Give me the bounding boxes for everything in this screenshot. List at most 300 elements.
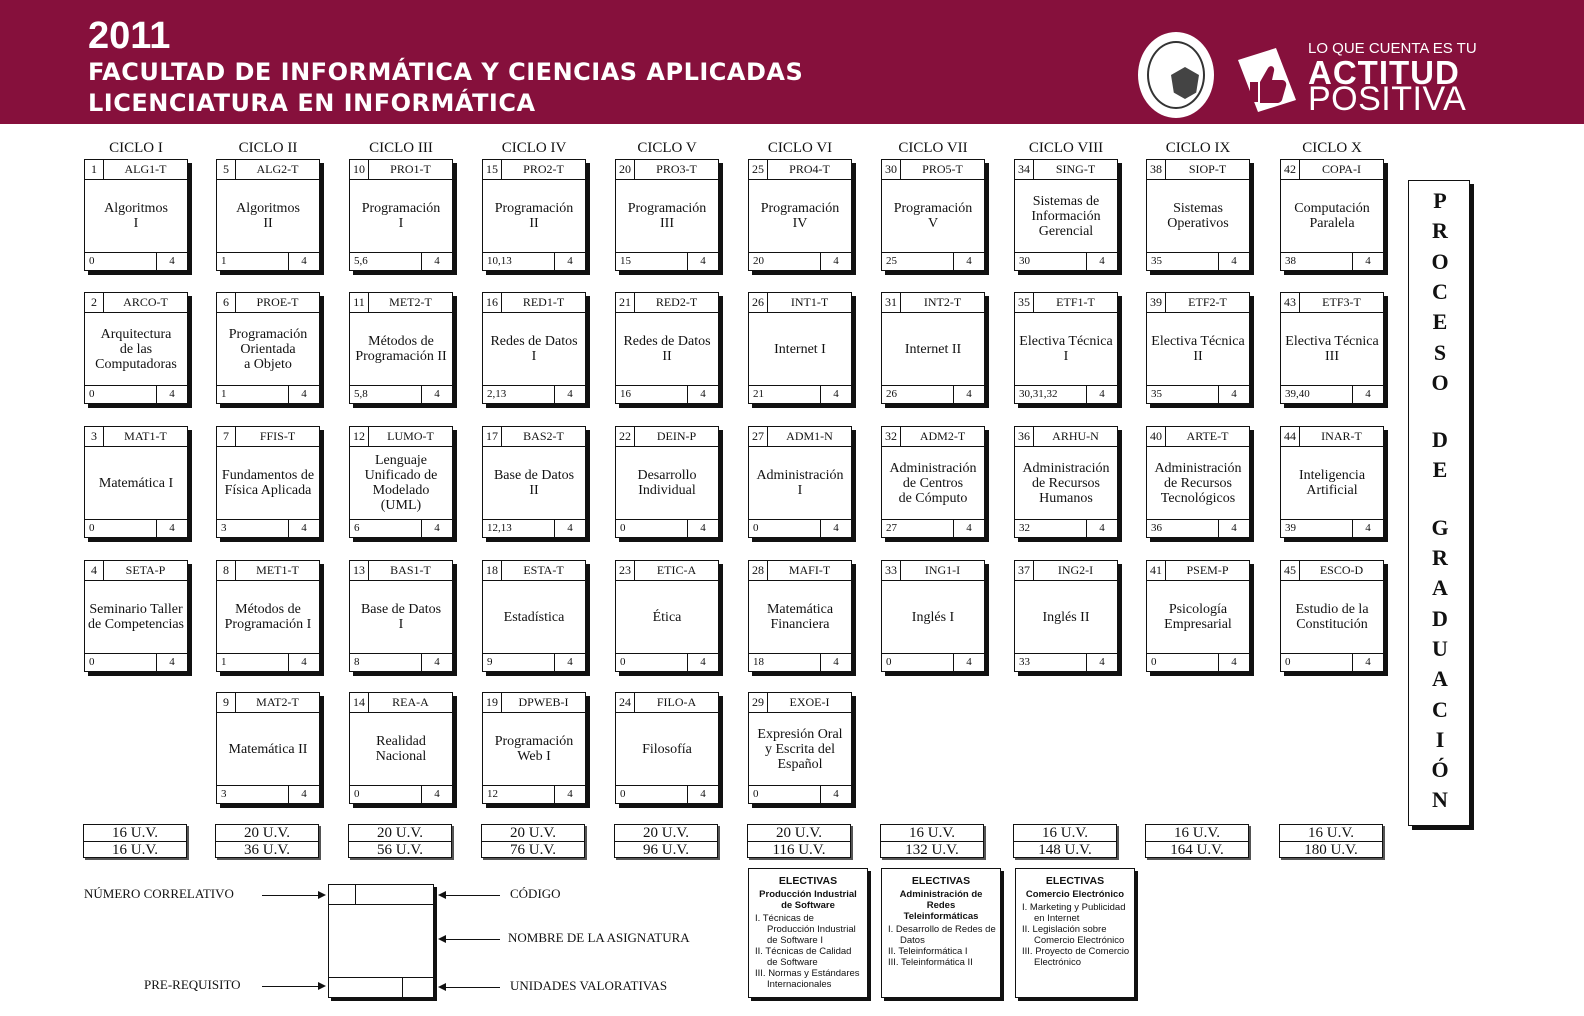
course-header <box>85 427 187 447</box>
course-card <box>216 159 320 271</box>
course-footer <box>217 385 319 403</box>
course-code: PRO3-T <box>656 162 697 176</box>
course-number: 16 <box>483 293 502 312</box>
course-footer <box>1281 653 1383 671</box>
elective-item: III. Proyecto de Comercio Electrónico <box>1022 946 1130 968</box>
cycle-label: CICLO V <box>637 140 697 156</box>
cumulative-units: 180 U.V. <box>1304 842 1358 858</box>
cycle-label: CICLO IV <box>501 140 567 156</box>
course-code: RED1-T <box>522 295 565 309</box>
course-name: Sistemas de Información Gerencial <box>1031 193 1101 239</box>
course-units: 4 <box>1086 654 1117 671</box>
course-units: 4 <box>554 654 585 671</box>
course-code: EXOE-I <box>789 695 830 709</box>
cycle-label: CICLO VI <box>767 140 833 156</box>
course-units: 4 <box>421 386 452 403</box>
course-footer <box>882 653 984 671</box>
course-prerequisite: 12 <box>487 788 498 800</box>
course-footer <box>1147 385 1249 403</box>
course-name: Electiva Técnica II <box>1151 334 1245 364</box>
graduation-letter: U <box>1432 635 1448 661</box>
cumulative-units: 16 U.V. <box>112 842 158 858</box>
course-code: PRO2-T <box>523 162 564 176</box>
course-header <box>1147 561 1249 581</box>
course-name: Algoritmos I <box>104 201 168 231</box>
cycle-units: 20 U.V. <box>216 825 318 842</box>
course-code: PROE-T <box>256 295 299 309</box>
course-footer <box>1015 252 1117 270</box>
cycle-units-total <box>880 824 984 858</box>
graduation-letter: D <box>1432 427 1448 453</box>
course-code: MET2-T <box>389 295 432 309</box>
course-prerequisite: 21 <box>753 388 764 400</box>
legend-arrow <box>440 939 500 940</box>
cycle-units-total <box>481 824 585 858</box>
course-name: Electiva Técnica III <box>1285 334 1379 364</box>
course-footer <box>882 519 984 537</box>
course-code: FILO-A <box>656 695 697 709</box>
course-code: ESCO-D <box>1319 563 1364 577</box>
legend-unidades-label: UNIDADES VALORATIVAS <box>510 978 668 993</box>
course-header <box>483 427 585 447</box>
course-units: 4 <box>554 786 585 803</box>
course-code: SETA-P <box>125 563 166 577</box>
course-name: Métodos de Programación II <box>355 334 447 364</box>
cycle-units: 16 U.V. <box>1014 825 1116 842</box>
cycle-units-total <box>1145 824 1249 858</box>
cumulative-units: 132 U.V. <box>905 842 959 858</box>
course-code: ALG2-T <box>256 162 299 176</box>
elective-box <box>1015 868 1135 998</box>
course-footer <box>749 252 851 270</box>
slogan-actitud: ACTITUD <box>1308 54 1460 91</box>
course-prerequisite: 20 <box>753 255 764 267</box>
course-number: 18 <box>483 561 502 580</box>
course-code: ETF1-T <box>1056 295 1095 309</box>
course-name: Psicología Empresarial <box>1164 602 1232 632</box>
course-units: 4 <box>1086 520 1117 537</box>
course-prerequisite: 30,31,32 <box>1019 388 1058 400</box>
course-number: 21 <box>616 293 635 312</box>
course-header <box>882 427 984 447</box>
course-prerequisite: 39,40 <box>1285 388 1310 400</box>
course-header <box>749 160 851 180</box>
course-footer <box>483 653 585 671</box>
course-units: 4 <box>1218 520 1249 537</box>
course-footer <box>616 385 718 403</box>
course-header <box>350 561 452 581</box>
course-footer <box>749 385 851 403</box>
course-units: 4 <box>820 253 851 270</box>
course-name: Algoritmos II <box>236 201 300 231</box>
cycle-label: CICLO II <box>238 140 298 156</box>
course-number: 26 <box>749 293 768 312</box>
course-header <box>350 160 452 180</box>
course-units: 4 <box>554 386 585 403</box>
course-name: Administración de Recursos Humanos <box>1022 460 1110 506</box>
course-prerequisite: 10,13 <box>487 255 512 267</box>
course-prerequisite: 0 <box>1151 656 1157 668</box>
course-name: Estudio de la Constitución <box>1295 602 1369 632</box>
elective-item: II. Legislación sobre Comercio Electrónico <box>1022 924 1125 946</box>
course-number: 5 <box>217 160 236 179</box>
course-number: 23 <box>616 561 635 580</box>
course-number: 25 <box>749 160 768 179</box>
course-footer <box>1147 252 1249 270</box>
course-card <box>881 426 985 538</box>
course-number: 17 <box>483 427 502 446</box>
course-number: 24 <box>616 693 635 712</box>
thumbs-up-icon <box>1232 42 1302 118</box>
slogan-top: LO QUE CUENTA ES TU <box>1308 40 1477 57</box>
course-number: 15 <box>483 160 502 179</box>
course-code: MET1-T <box>256 563 299 577</box>
course-header <box>616 427 718 447</box>
course-units: 4 <box>156 386 187 403</box>
course-header <box>1281 160 1383 180</box>
course-name: Inglés II <box>1042 609 1090 625</box>
course-prerequisite: 0 <box>89 388 95 400</box>
graduation-letter: R <box>1432 545 1448 570</box>
course-header <box>217 293 319 313</box>
course-footer <box>616 252 718 270</box>
course-prerequisite: 35 <box>1151 255 1162 267</box>
course-name: Programación Orientada a Objeto <box>228 326 308 372</box>
course-units: 4 <box>1218 253 1249 270</box>
course-units: 4 <box>156 520 187 537</box>
course-prerequisite: 5,8 <box>354 388 368 400</box>
course-units: 4 <box>1352 386 1383 403</box>
course-units: 4 <box>687 253 718 270</box>
course-footer <box>350 252 452 270</box>
course-card <box>216 426 320 538</box>
course-code: BAS2-T <box>523 429 564 443</box>
course-number: 8 <box>217 561 236 580</box>
course-code: MAT1-T <box>124 429 167 443</box>
course-number: 19 <box>483 693 502 712</box>
course-name: Filosofía <box>642 741 692 757</box>
elective-subtitle: Administración de Redes Teleinformáticas <box>899 889 983 922</box>
course-header <box>882 160 984 180</box>
course-footer <box>483 385 585 403</box>
course-prerequisite: 3 <box>221 788 227 800</box>
course-units: 4 <box>288 386 319 403</box>
course-card <box>482 692 586 804</box>
course-number: 4 <box>85 561 104 580</box>
course-header <box>217 561 319 581</box>
cumulative-units: 76 U.V. <box>510 842 556 858</box>
course-number: 44 <box>1281 427 1300 446</box>
elective-subtitle: Comercio Electrónico <box>1025 889 1125 900</box>
course-footer <box>749 519 851 537</box>
course-footer <box>1015 385 1117 403</box>
course-units: 4 <box>1352 654 1383 671</box>
course-prerequisite: 30 <box>1019 255 1030 267</box>
course-card <box>1014 560 1118 672</box>
course-card <box>1280 292 1384 404</box>
course-prerequisite: 16 <box>620 388 631 400</box>
cycle-units: 16 U.V. <box>1146 825 1248 842</box>
course-number: 12 <box>350 427 369 446</box>
elective-item: I. Técnicas de Producción Industrial de Software I <box>755 913 856 946</box>
slogan-positiva: POSITIVA <box>1308 80 1467 118</box>
cycle-units-total <box>1013 824 1117 858</box>
course-units: 4 <box>288 786 319 803</box>
course-code: LUMO-T <box>387 429 434 443</box>
graduation-letter: O <box>1431 248 1449 274</box>
cycle-label: CICLO VIII <box>1028 140 1104 156</box>
course-card <box>748 159 852 271</box>
course-code: ALG1-T <box>124 162 167 176</box>
course-number: 20 <box>616 160 635 179</box>
legend-prerequisito-label: PRE-REQUISITO <box>144 977 241 992</box>
course-prerequisite: 1 <box>221 255 227 267</box>
course-card <box>1146 426 1250 538</box>
course-number: 10 <box>350 160 369 179</box>
course-prerequisite: 36 <box>1151 522 1162 534</box>
course-name: Expresión Oral y Escrita del Español <box>757 726 843 772</box>
course-prerequisite: 3 <box>221 522 227 534</box>
course-number: 28 <box>749 561 768 580</box>
course-number: 30 <box>882 160 901 179</box>
course-number: 41 <box>1147 561 1166 580</box>
course-prerequisite: 39 <box>1285 522 1296 534</box>
course-name: Ética <box>652 609 682 625</box>
elective-item: III. Teleinformática II <box>888 957 973 968</box>
course-units: 4 <box>554 520 585 537</box>
course-card <box>1146 292 1250 404</box>
course-header <box>350 427 452 447</box>
course-code: FFIS-T <box>259 429 296 443</box>
course-header <box>85 293 187 313</box>
legend-arrow <box>262 986 324 987</box>
course-card <box>881 560 985 672</box>
elective-subtitle: Producción Industrial de Software <box>759 889 857 911</box>
course-prerequisite: 35 <box>1151 388 1162 400</box>
course-card <box>84 159 188 271</box>
course-number: 31 <box>882 293 901 312</box>
cumulative-units: 56 U.V. <box>377 842 423 858</box>
course-units: 4 <box>1218 386 1249 403</box>
course-number: 11 <box>350 293 369 312</box>
legend-nombre-label: NOMBRE DE LA ASIGNATURA <box>508 930 690 945</box>
course-code: COPA-I <box>1322 162 1361 176</box>
course-code: MAFI-T <box>788 563 831 577</box>
course-name: Internet II <box>904 341 962 357</box>
course-name: Base de Datos I <box>360 602 442 632</box>
faculty-title: FACULTAD DE INFORMÁTICA Y CIENCIAS APLICADAS <box>88 58 804 86</box>
course-card <box>748 560 852 672</box>
course-units: 4 <box>687 520 718 537</box>
course-card <box>615 426 719 538</box>
course-card <box>84 560 188 672</box>
course-footer <box>616 519 718 537</box>
course-header <box>85 160 187 180</box>
course-units: 4 <box>1086 386 1117 403</box>
course-footer <box>85 653 187 671</box>
course-code: ARCO-T <box>123 295 168 309</box>
course-number: 7 <box>217 427 236 446</box>
graduation-letter: E <box>1432 457 1448 483</box>
course-prerequisite: 0 <box>354 788 360 800</box>
course-header <box>749 561 851 581</box>
cumulative-units: 116 U.V. <box>772 842 826 858</box>
course-number: 45 <box>1281 561 1300 580</box>
course-name: Administración I <box>756 468 844 498</box>
course-name: Desarrollo Individual <box>637 468 697 498</box>
course-prerequisite: 27 <box>886 522 897 534</box>
cycle-units: 20 U.V. <box>615 825 717 842</box>
course-card <box>216 560 320 672</box>
course-header <box>616 693 718 713</box>
course-code: SING-T <box>1055 162 1096 176</box>
course-number: 39 <box>1147 293 1166 312</box>
course-name: Electiva Técnica I <box>1019 334 1113 364</box>
cumulative-units: 96 U.V. <box>643 842 689 858</box>
graduation-letter: R <box>1432 218 1448 244</box>
course-units: 4 <box>1352 253 1383 270</box>
cycle-units: 16 U.V. <box>84 825 186 842</box>
course-prerequisite: 9 <box>487 656 493 668</box>
course-code: INAR-T <box>1321 429 1362 443</box>
cycle-units-total <box>215 824 319 858</box>
legend-course-box <box>328 884 434 998</box>
elective-title: ELECTIVAS <box>1045 875 1105 887</box>
course-card <box>1280 426 1384 538</box>
graduation-letter: G <box>1431 514 1449 540</box>
course-card <box>84 426 188 538</box>
course-name: Matemática Financiera <box>766 602 834 632</box>
course-footer <box>483 252 585 270</box>
course-card <box>84 292 188 404</box>
course-header <box>616 160 718 180</box>
course-units: 4 <box>953 654 984 671</box>
graduation-letter: S <box>1433 339 1447 365</box>
graduation-letter: C <box>1432 278 1448 304</box>
course-prerequisite: 6 <box>354 522 360 534</box>
course-code: PRO1-T <box>390 162 431 176</box>
course-card <box>482 159 586 271</box>
course-code: DPWEB-I <box>518 695 569 709</box>
course-code: ETF2-T <box>1188 295 1227 309</box>
course-footer <box>882 252 984 270</box>
cumulative-units: 148 U.V. <box>1038 842 1092 858</box>
course-card <box>349 692 453 804</box>
course-card <box>1014 426 1118 538</box>
course-header <box>616 293 718 313</box>
course-footer <box>483 519 585 537</box>
course-number: 13 <box>350 561 369 580</box>
course-name: Inglés I <box>911 609 955 625</box>
course-name: Computación Paralela <box>1294 201 1370 231</box>
course-number: 32 <box>882 427 901 446</box>
graduation-letter: P <box>1433 188 1447 213</box>
course-name: Internet I <box>774 341 826 357</box>
course-name: Administración de Recursos Tecnológicos <box>1154 460 1242 506</box>
course-prerequisite: 33 <box>1019 656 1030 668</box>
course-units: 4 <box>421 654 452 671</box>
course-card <box>1280 560 1384 672</box>
course-prerequisite: 0 <box>89 656 95 668</box>
course-number: 40 <box>1147 427 1166 446</box>
graduation-letter: C <box>1432 696 1448 722</box>
course-number: 3 <box>85 427 104 446</box>
course-footer <box>350 385 452 403</box>
course-card <box>349 560 453 672</box>
course-code: DEIN-P <box>656 429 697 443</box>
elective-box <box>881 868 1001 998</box>
course-header <box>616 561 718 581</box>
cycle-units: 20 U.V. <box>349 825 451 842</box>
course-prerequisite: 38 <box>1285 255 1296 267</box>
course-name: Sistemas Operativos <box>1167 201 1229 231</box>
course-prerequisite: 32 <box>1019 522 1030 534</box>
graduation-letter: Ó <box>1431 757 1449 783</box>
course-header <box>483 293 585 313</box>
course-footer <box>85 519 187 537</box>
course-name: Fundamentos de Física Aplicada <box>221 468 315 498</box>
course-name: Estadística <box>503 609 565 625</box>
course-number: 27 <box>749 427 768 446</box>
course-card <box>216 692 320 804</box>
cumulative-units: 36 U.V. <box>244 842 290 858</box>
cycle-units: 20 U.V. <box>482 825 584 842</box>
course-footer <box>85 252 187 270</box>
elective-item: III. Normas y Estándares Internacionales <box>755 968 860 990</box>
course-footer <box>217 653 319 671</box>
course-code: ADM2-T <box>919 429 966 443</box>
course-code: PSEM-P <box>1186 563 1229 577</box>
elective-item: II. Técnicas de Calidad de Software <box>755 946 852 968</box>
course-header <box>749 693 851 713</box>
degree-title: LICENCIATURA EN INFORMÁTICA <box>88 89 536 117</box>
course-units: 4 <box>156 654 187 671</box>
elective-title: ELECTIVAS <box>911 875 971 887</box>
course-card <box>615 692 719 804</box>
graduation-letter: O <box>1431 369 1449 395</box>
course-header <box>1281 561 1383 581</box>
graduation-letter: A <box>1432 575 1448 601</box>
course-code: PRO4-T <box>789 162 830 176</box>
course-footer <box>1281 385 1383 403</box>
course-units: 4 <box>1218 654 1249 671</box>
graduation-process-panel <box>1408 180 1470 826</box>
course-code: ESTA-T <box>523 563 564 577</box>
course-name: Administración de Centros de Cómputo <box>889 460 977 506</box>
course-header <box>483 561 585 581</box>
course-units: 4 <box>554 253 585 270</box>
graduation-letter: D <box>1432 605 1448 631</box>
course-units: 4 <box>1086 253 1117 270</box>
legend-arrow <box>262 895 324 896</box>
course-name: Programación V <box>893 201 973 231</box>
course-card <box>881 292 985 404</box>
cycle-label: CICLO VII <box>898 140 968 156</box>
course-card <box>615 159 719 271</box>
course-number: 6 <box>217 293 236 312</box>
cycle-label: CICLO III <box>369 140 433 156</box>
course-header <box>1015 160 1117 180</box>
course-card <box>615 560 719 672</box>
course-code: SIOP-T <box>1188 162 1227 176</box>
course-footer <box>85 385 187 403</box>
course-name: Seminario Taller de Competencias <box>87 602 185 632</box>
course-name: Métodos de Programación I <box>224 602 312 632</box>
cycle-units-total <box>348 824 452 858</box>
course-number: 42 <box>1281 160 1300 179</box>
header-banner <box>0 0 1584 124</box>
course-header <box>350 293 452 313</box>
